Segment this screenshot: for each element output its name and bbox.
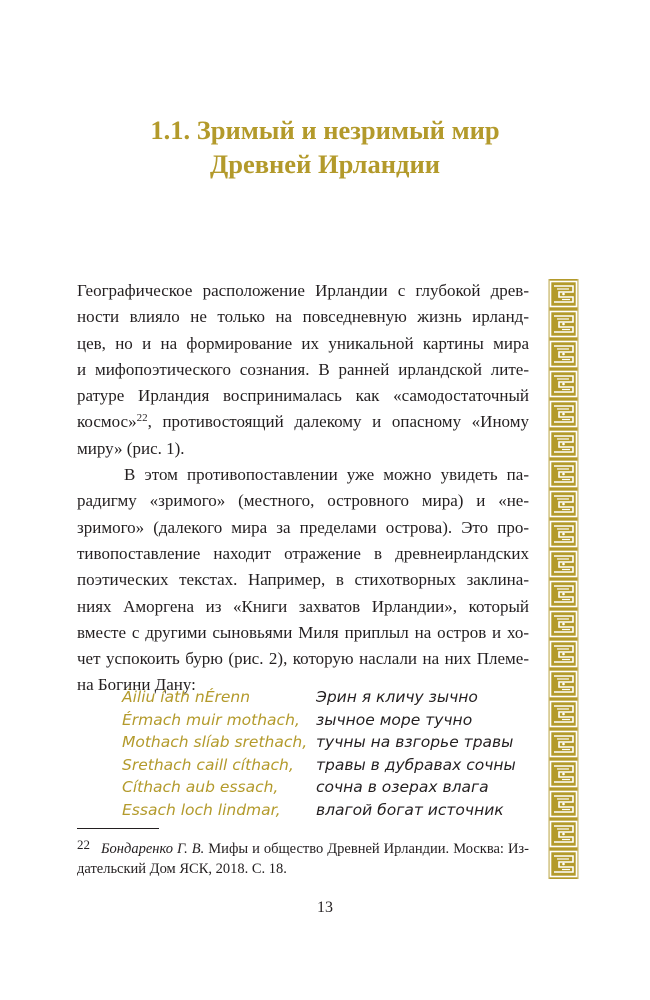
text-line: на Богини Дану: xyxy=(77,675,196,695)
text-line: зримого» (далекого мира за пределами острова). Это про- xyxy=(77,517,529,537)
text-line: поэтических текстах. Например, в стихотворных заклина- xyxy=(77,570,529,590)
section-heading-line-1: 1.1. Зримый и незримый мир xyxy=(150,115,500,145)
verse-line: Áiliu íath nÉrenn xyxy=(122,688,251,706)
text-line: тивопоставление находит отражение в древнеирландских xyxy=(77,543,529,563)
footnote-line xyxy=(77,835,529,859)
footnote-reference[interactable]: 22 xyxy=(136,412,148,425)
verse-line: Mothach slíab srethach, xyxy=(122,733,308,752)
verse-line: Srethach caill cíthach, xyxy=(122,755,294,774)
text-line: В этом противопоставлении уже можно увидеть па- xyxy=(124,465,529,485)
text-line: и мифопоэтического сознания. В ранней ирландской лите- xyxy=(77,359,529,379)
text-line: радигму «зримого» (местного, островного мира) и «не- xyxy=(77,491,529,511)
footnote-text: Мифы и общество Древней Ирландии. Москва: Из- xyxy=(204,841,529,857)
paragraph-1 xyxy=(77,278,529,462)
text-segment: , противостоящий далекому и опасному «Иному xyxy=(147,412,529,432)
page-number: 13 xyxy=(317,899,333,916)
text-line: ратуре Ирландия воспринималась как «самодостаточный xyxy=(77,386,529,406)
verse-irish xyxy=(122,686,307,822)
verse-line: травы в дубравах сочны xyxy=(316,755,516,774)
footnote xyxy=(77,835,529,879)
celtic-knot-border-icon xyxy=(548,279,579,879)
text-line: цев, но и на формирование их уникальной картины мира xyxy=(77,333,529,353)
verse-line: влагой богат источник xyxy=(316,800,504,819)
verse-line: зычное море тучно xyxy=(316,710,473,729)
text-line: миру» (рис. 1). xyxy=(77,438,185,458)
footnote-divider xyxy=(77,828,159,829)
text-line xyxy=(77,409,529,435)
verse-russian xyxy=(316,686,516,822)
text-line: вместе с другими сыновьями Миля приплыл на остров и хо- xyxy=(77,622,529,642)
paragraph-2 xyxy=(77,462,529,699)
text-line: Географическое расположение Ирландии с глубокой древ- xyxy=(77,281,529,300)
verse-line: Essach loch lindmar, xyxy=(122,800,281,819)
verse-line: Érmach muir mothach, xyxy=(122,710,300,729)
footnote-author: Бондаренко Г. В. xyxy=(101,841,205,857)
footnote-number: 22 xyxy=(77,837,90,852)
section-heading xyxy=(0,113,650,181)
verse-line: Cíthach aub essach, xyxy=(122,778,279,797)
text-line: чет успокоить бурю (рис. 2), которую наслали на них Племе- xyxy=(77,649,529,669)
text-line: ности влияло не только на повседневную жизнь ирланд- xyxy=(77,307,529,327)
body-text xyxy=(77,278,529,699)
verse-line: тучны на взгорье травы xyxy=(316,733,514,752)
verse-line: сочна в озерах влага xyxy=(316,778,489,797)
text-line: ниях Аморгена из «Книги захватов Ирландии», который xyxy=(77,596,529,616)
footnote-line: дательский Дом ЯСК, 2018. С. 18. xyxy=(77,861,287,877)
verse-line: Эрин я кличу зычно xyxy=(316,688,478,706)
section-heading-line-2: Древней Ирландии xyxy=(210,149,440,179)
text-segment: космос» xyxy=(77,412,137,432)
